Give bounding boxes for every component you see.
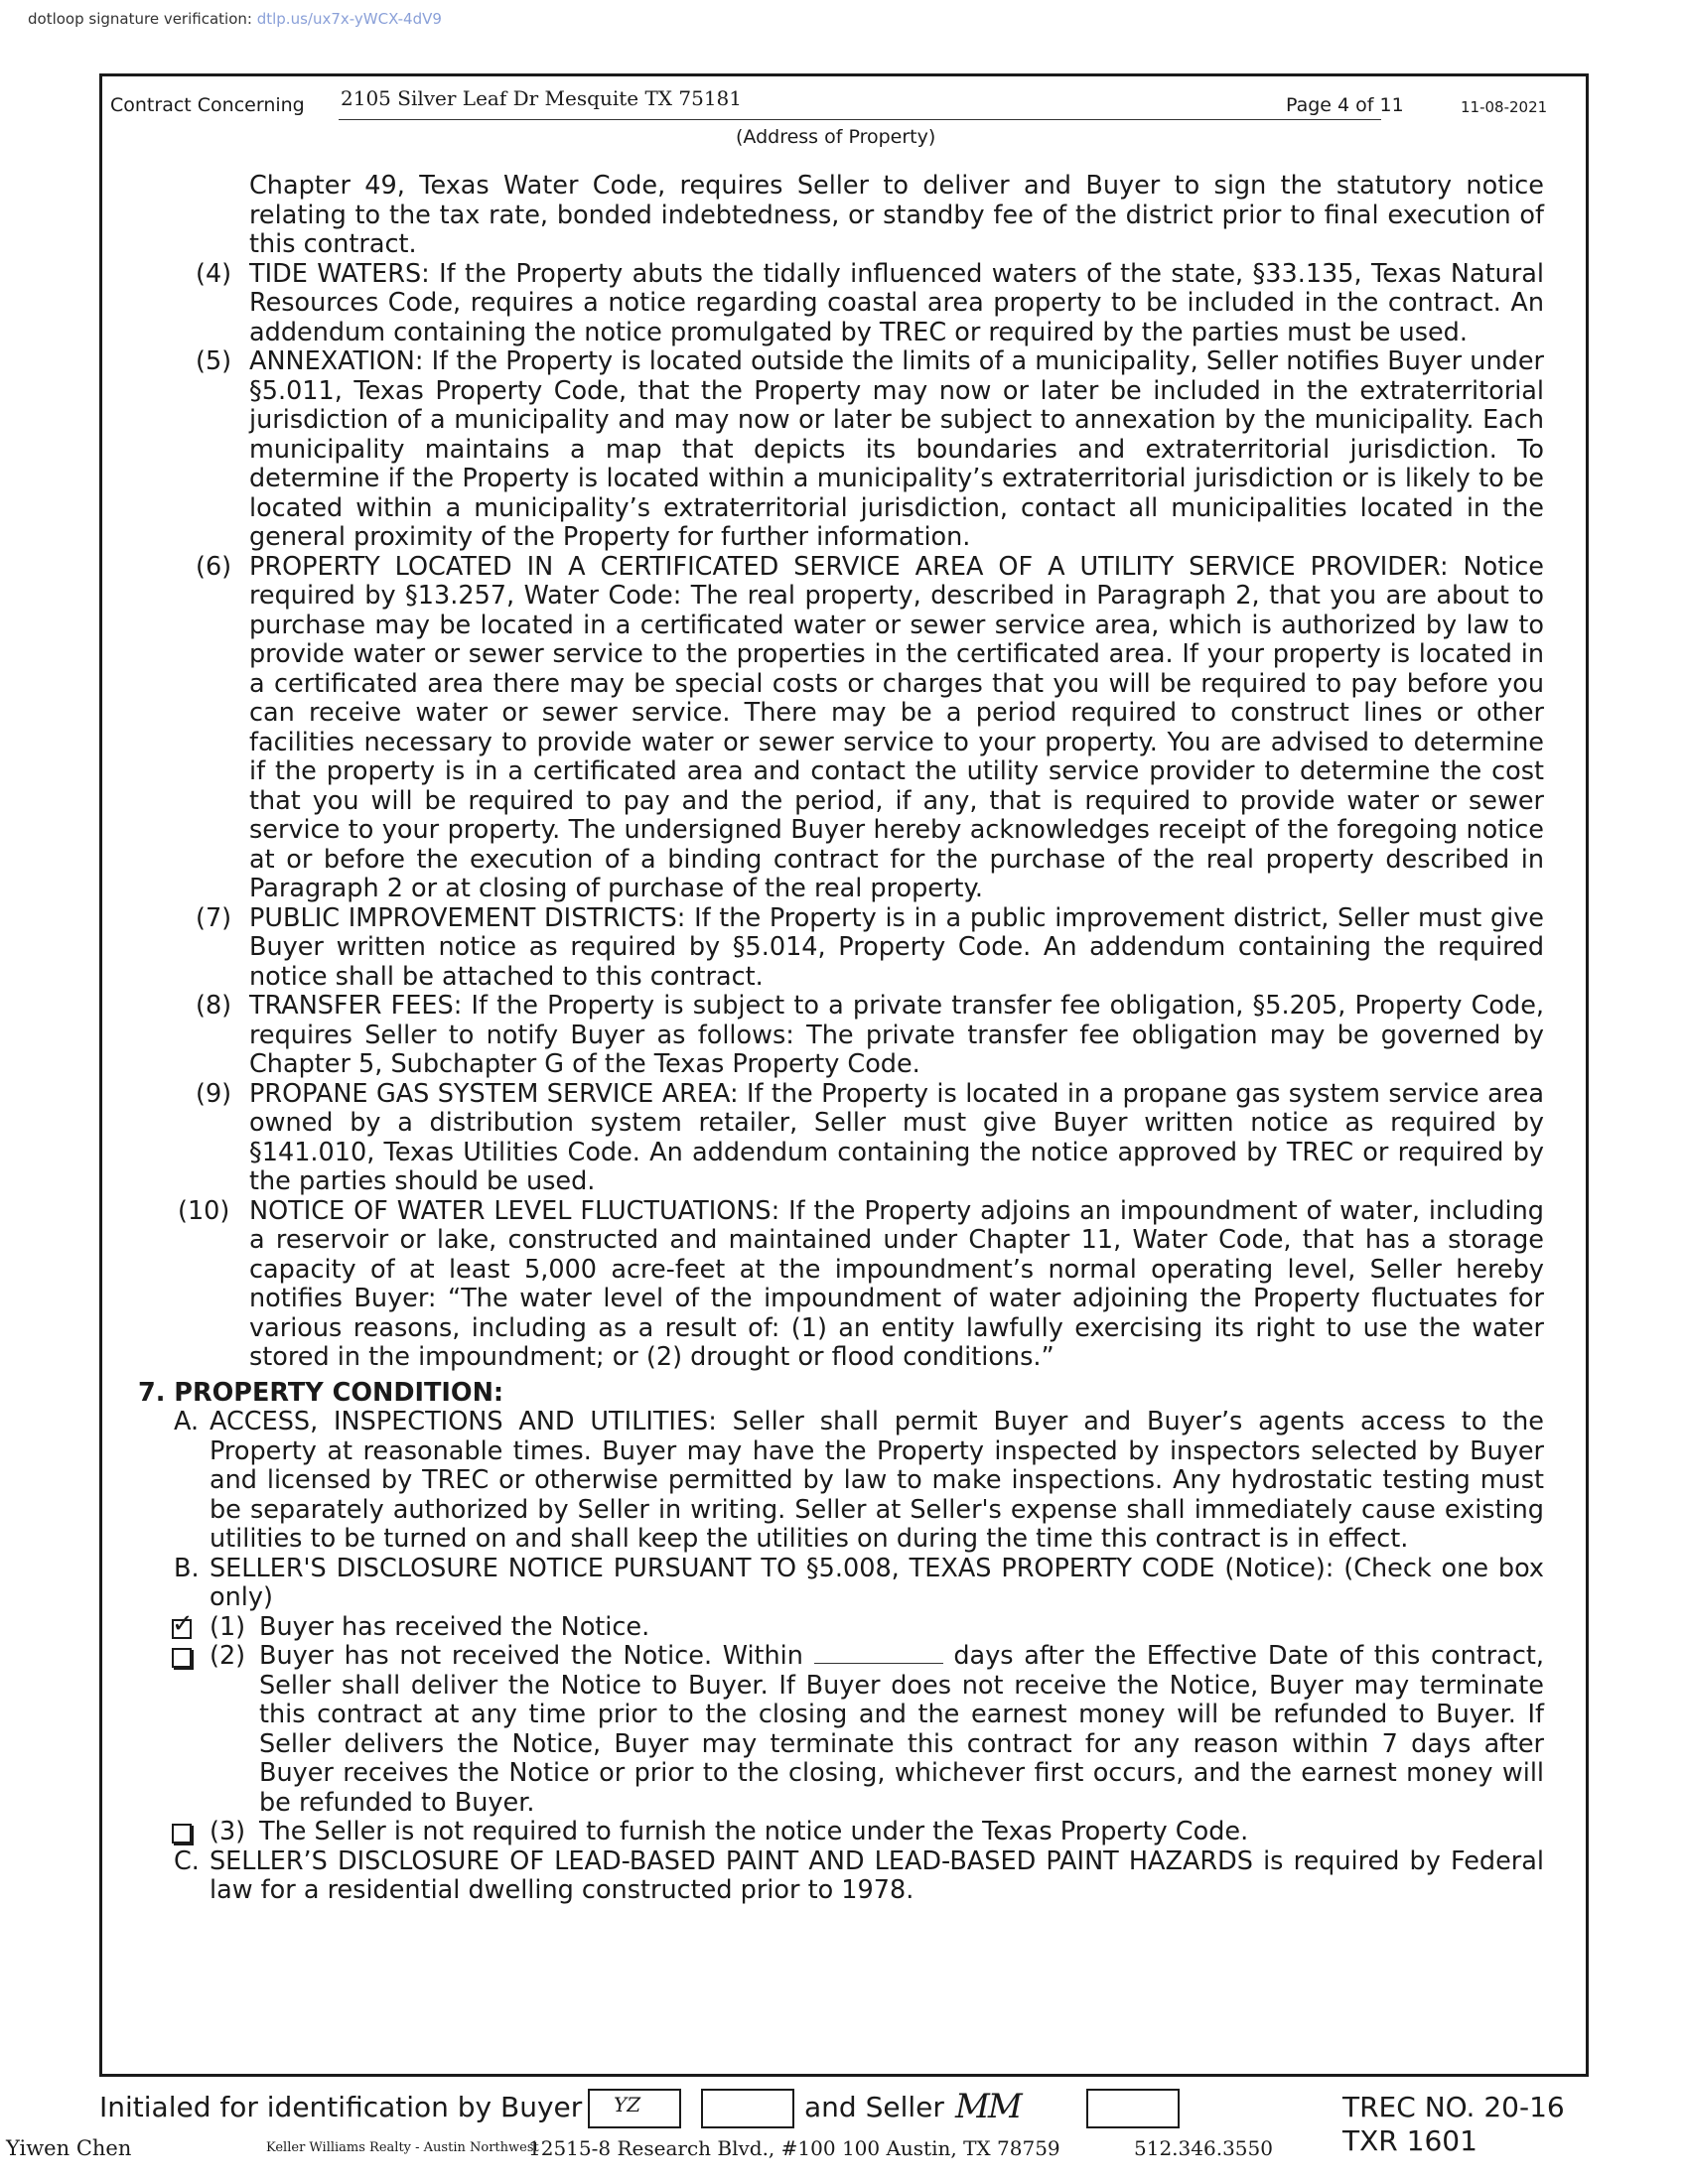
section-7b-disclosure-notice: B. SELLER'S DISCLOSURE NOTICE PURSUANT TO §5.008, TEXAS PROPERTY CODE (Notice): (Check one box only) — [174, 1553, 1544, 1612]
option-number: (1) — [210, 1611, 246, 1642]
seller-initials-box-2[interactable] — [1086, 2089, 1180, 2128]
item-number: (5) — [196, 346, 232, 376]
item-letter: A. — [174, 1407, 200, 1436]
option-number: (3) — [210, 1817, 246, 1846]
checkbox-notice-received[interactable] — [172, 1608, 194, 1639]
buyer-initials: YZ — [614, 2093, 641, 2116]
initialed-label: Initialed for identification by Buyer — [99, 2091, 583, 2123]
brokerage-address: 12515-8 Research Blvd., #100 100 Austin, TX 78759 — [528, 2136, 1060, 2160]
agent-name: Yiwen Chen — [6, 2136, 132, 2160]
item-propane-gas: (9) PROPANE GAS SYSTEM SERVICE AREA: If the Property is located in a propane gas system service area owned by a distribution system retailer, Seller must give Buyer written notice as required by §141.010, Texas Utilities Code. An addendum containing the notice approved by TREC or required by the parties should be used. — [196, 1078, 1544, 1196]
checkbox-notice-not-received[interactable] — [172, 1648, 192, 1668]
option-notice-not-received: (2) Buyer has not received the Notice. Within days after the Effective Date of this contract, Seller shall deliver the Notice to Buyer. If Buyer does not receive the Notice, Buyer may terminate this contract at any time prior to the closing and the earnest money will be refunded to Buyer. If Seller delivers the Notice, Buyer may terminate this contract for any reason within 7 days after Buyer receives the Notice or prior to the closing, whichever first occurs, and the earnest money will be refunded to Buyer. — [102, 1642, 1592, 1818]
form-date: 11-08-2021 — [1461, 98, 1548, 116]
item-number: (9) — [196, 1078, 232, 1109]
item-transfer-fees: (8) TRANSFER FEES: If the Property is subject to a private transfer fee obligation, §5.205, Property Code, requires Seller to notify Buyer as follows: The private transfer fee obligation may be governed by Chapter 5, Subchapter G of the Texas Property Code. — [196, 991, 1544, 1079]
section-7c-lead-based-paint: C. SELLER’S DISCLOSURE OF LEAD-BASED PAINT AND LEAD-BASED PAINT HAZARDS is required by Federal law for a residential dwelling constructed prior to 1978. — [174, 1845, 1544, 1905]
option-number: (2) — [210, 1641, 246, 1671]
section-7a-access-inspections: A. ACCESS, INSPECTIONS AND UTILITIES: Seller shall permit Buyer and Buyer’s agents access to the Property at reasonable times. Buyer may have the Property inspected by inspectors selected by Buyer and licensed by TREC or otherwise permitted by law to make inspections. Any hydrostatic testing must be separately authorized by Seller in writing. Seller at Seller's expense shall immediately cause existing utilities to be turned on and shall keep the utilities on during the time this contract is in effect. — [174, 1407, 1544, 1554]
page-number: Page 4 of 11 — [1286, 94, 1404, 116]
item-tide-waters: (4) TIDE WATERS: If the Property abuts the tidally influenced waters of the state, §33.135, Texas Natural Resources Code, requires a notice regarding coastal area property to be included in the contract. An addendum containing the notice promulgated by TREC or required by the parties must be used. — [196, 258, 1544, 347]
page-header — [110, 86, 1584, 146]
section-7-heading: 7. PROPERTY CONDITION: — [138, 1377, 504, 1408]
document-body — [102, 172, 1592, 1906]
checkbox-not-required[interactable] — [172, 1824, 192, 1843]
trec-number: TREC NO. 20-16 — [1342, 2091, 1565, 2123]
txr-number: TXR 1601 — [1342, 2124, 1477, 2157]
verification-label: dotloop signature verification: — [28, 10, 252, 28]
intro-paragraph: Chapter 49, Texas Water Code, requires Seller to deliver and Buyer to sign the statutory notice relating to the tax rate, bonded indebtedness, or standby fee of the district prior to final execution of this contract. — [249, 171, 1544, 259]
verification-link[interactable]: dtlp.us/ux7x-yWCX-4dV9 — [256, 10, 442, 28]
option-not-required: (3) The Seller is not required to furnish the notice under the Texas Property Code. — [102, 1818, 1592, 1847]
seller-initials: MM — [955, 2087, 1021, 2126]
item-number: (7) — [196, 902, 232, 933]
seller-label: and Seller — [804, 2091, 944, 2123]
item-annexation: (5) ANNEXATION: If the Property is located outside the limits of a municipality, Seller notifies Buyer under §5.011, Texas Property Code, that the Property may now or later be included in the extraterritorial jurisdiction of a municipality and may now or later be subject to annexation by the municipality. Each municipality maintains a map that depicts its boundaries and extraterritorial jurisdiction. To determine if the Property is located within a municipality’s extraterritorial jurisdiction or is likely to be located within a municipality’s extraterritorial jurisdiction, contact all municipalities located in the general proximity of the Property for further information. — [196, 346, 1544, 552]
item-number: (6) — [196, 551, 232, 582]
item-certificated-service-area: (6) PROPERTY LOCATED IN A CERTIFICATED SERVICE AREA OF A UTILITY SERVICE PROVIDER: Notice required by §13.257, Water Code: The real property, described in Paragraph 2, that you are about to purchase may be located in a certificated water or sewer service area, which is authorized by law to provide water or sewer service to the properties in the certificated area. If your property is located in a certificated area there may be special costs or charges that you will be required to pay before you can receive water or sewer service. There may be a period required to construct lines or other facilities necessary to provide water or sewer service to your property. You are advised to determine if the property is in a certificated area and contact the utility service provider to determine the cost that you will be required to pay and the period, if any, that is required to provide water or sewer service to your property. The undersigned Buyer hereby acknowledges receipt of the foregoing notice at or before the execution of a binding contract for the purchase of the real property described in Paragraph 2 or at closing of purchase of the real property. — [196, 551, 1544, 903]
option-notice-received: ✓ (1) Buyer has received the Notice. — [172, 1608, 650, 1642]
brokerage-phone: 512.346.3550 — [1134, 2136, 1273, 2160]
item-public-improvement-districts: (7) PUBLIC IMPROVEMENT DISTRICTS: If the Property is in a public improvement district, Seller must give Buyer written notice as required by §5.014, Property Code. An addendum containing the required notice shall be attached to this contract. — [196, 902, 1544, 992]
signature-verification — [28, 10, 442, 28]
brokerage-name: Keller Williams Realty - Austin Northwest — [266, 2140, 539, 2155]
days-input[interactable] — [814, 1642, 943, 1664]
contract-concerning-label: Contract Concerning — [110, 94, 305, 116]
item-number: (8) — [196, 991, 232, 1021]
item-number: (10) — [178, 1195, 230, 1226]
item-water-level-fluctuations: (10) NOTICE OF WATER LEVEL FLUCTUATIONS: If the Property adjoins an impoundment of water, including a reservoir or lake, constructed and maintained under Chapter 11, Water Code, that has a storage capacity of at least 5,000 acre-feet at the impoundment’s normal operating level, Seller hereby notifies Buyer: “The water level of the impoundment of water adjoining the Property fluctuates for various reasons, including as a result of: (1) an entity lawfully exercising its right to use the water stored in the impoundment; or (2) drought or flood conditions.” — [178, 1195, 1544, 1372]
item-letter: C. — [174, 1845, 200, 1876]
address-caption: (Address of Property) — [736, 126, 936, 148]
item-letter: B. — [174, 1553, 200, 1583]
item-number: (4) — [196, 258, 232, 289]
document-frame — [99, 73, 1589, 2077]
buyer-initials-box-2[interactable] — [701, 2089, 794, 2128]
buyer-initials-box-1[interactable] — [588, 2089, 681, 2128]
page-footer — [0, 2081, 1688, 2184]
property-address-field[interactable]: 2105 Silver Leaf Dr Mesquite TX 75181 — [339, 86, 1381, 120]
checkmark-icon: ✓ — [172, 1608, 194, 1639]
